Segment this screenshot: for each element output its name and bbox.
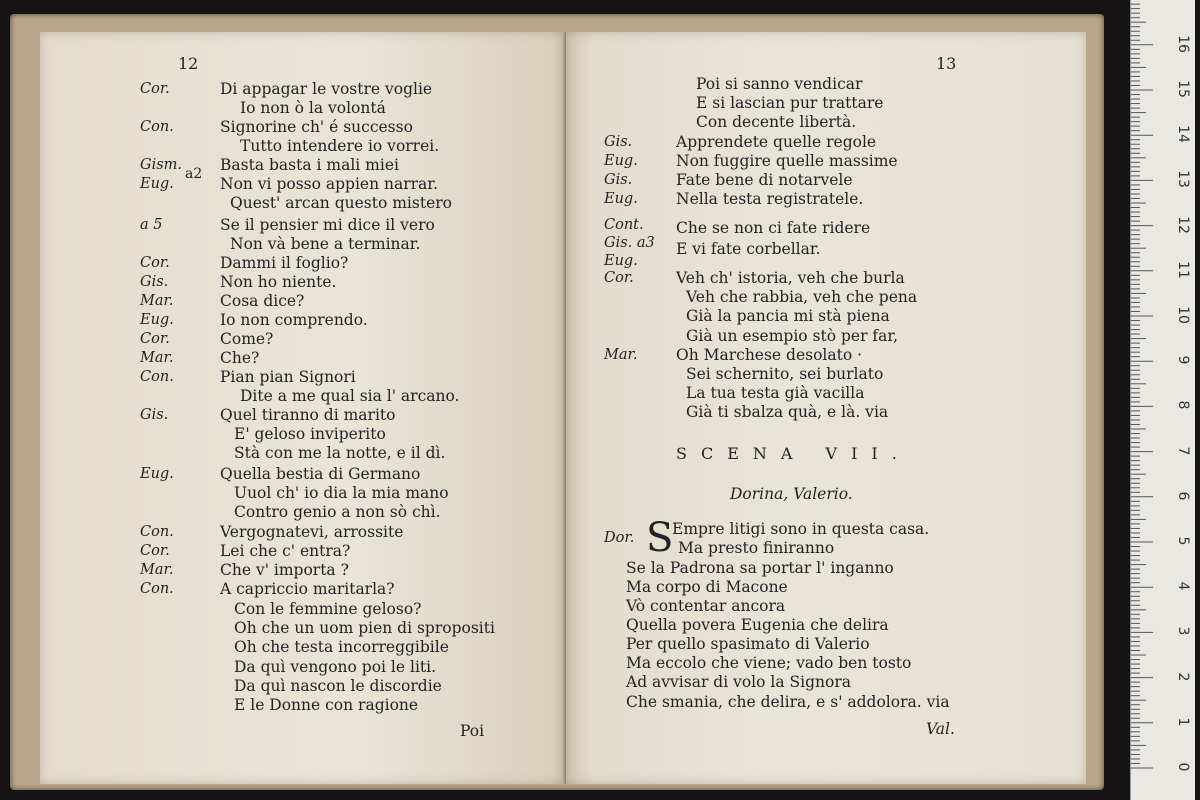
- speaker-label: Eug.: [140, 312, 174, 328]
- verse-line: Sei schernito, sei burlato: [686, 365, 884, 383]
- verse-line: Di appagar le vostre voglie: [220, 80, 433, 98]
- ruler-number: 16: [1175, 34, 1191, 53]
- ruler-number: 13: [1175, 170, 1191, 189]
- verse-line: A capriccio maritarla?: [220, 580, 395, 598]
- verse-line: Quella bestia di Germano: [220, 465, 421, 483]
- verse-line: Cosa dice?: [220, 292, 305, 310]
- speaker-label: Gis.: [140, 407, 169, 423]
- prose-line: Per quello spasimato di Valerio: [626, 635, 870, 653]
- speaker-label: Eug.: [140, 176, 174, 192]
- verse-line: Lei che c' entra?: [220, 542, 351, 560]
- speaker-label: Eug.: [604, 153, 638, 169]
- speaker-label: Cor.: [604, 270, 634, 286]
- speaker-label: Mar.: [604, 347, 638, 363]
- ruler-number: 8: [1175, 400, 1191, 410]
- verse-line: Non ho niente.: [220, 273, 337, 291]
- ruler-number: 1: [1175, 717, 1191, 727]
- speaker-label: Gis. a3: [604, 235, 655, 251]
- speaker-label: Gism.: [140, 157, 183, 173]
- speaker-label: Cor.: [140, 543, 170, 559]
- verse-line: Oh che testa incorreggibile: [234, 638, 449, 656]
- verse-line: Dammi il foglio?: [220, 254, 349, 272]
- prose-line: Che smania, che delira, e s' addolora. via: [626, 693, 950, 711]
- speaker-label: Gis.: [140, 274, 169, 290]
- verse-line: Quel tiranno di marito: [220, 406, 396, 424]
- verse-line: E vi fate corbellar.: [676, 240, 821, 258]
- prose-line: Ma presto finiranno: [678, 539, 835, 557]
- verse-line: Non fuggire quelle massime: [676, 152, 898, 170]
- speaker-label: Eug.: [604, 253, 638, 269]
- speaker-label: Mar.: [140, 350, 174, 366]
- verse-line: Stà con me la notte, e il dì.: [234, 444, 446, 462]
- prose-line: Quella povera Eugenia che delira: [626, 616, 889, 634]
- ruler-number: 12: [1175, 215, 1191, 234]
- verse-line: Apprendete quelle regole: [676, 133, 877, 151]
- scene-characters: Dorina, Valerio.: [730, 485, 853, 503]
- speaker-label: Eug.: [604, 191, 638, 207]
- verse-line: E le Donne con ragione: [234, 696, 419, 714]
- prose-speaker: Dor.: [604, 530, 635, 546]
- verse-line: Poi si sanno vendicar: [696, 75, 863, 93]
- verse-line: Che?: [220, 349, 260, 367]
- ruler-number: 6: [1175, 491, 1191, 501]
- prose-line: Ma corpo di Macone: [626, 578, 788, 596]
- verse-line: Pian pian Signori: [220, 368, 356, 386]
- prose-line: Ad avvisar di volo la Signora: [626, 673, 851, 691]
- ruler-number: 9: [1175, 355, 1191, 365]
- prose-line: Empre litigi sono in questa casa.: [672, 520, 930, 538]
- speaker-label: Eug.: [140, 466, 174, 482]
- right-page: [566, 32, 1086, 784]
- verse-line: La tua testa già vacilla: [686, 384, 865, 402]
- ruler-number: 3: [1175, 626, 1191, 636]
- verse-line: Dite a me qual sia l' arcano.: [240, 387, 460, 405]
- verse-line: Nella testa registratele.: [676, 190, 864, 208]
- prose-line: Se la Padrona sa portar l' inganno: [626, 559, 894, 577]
- verse-line: Fate bene di notarvele: [676, 171, 853, 189]
- speaker-label: Con.: [140, 581, 174, 597]
- verse-line: Io non comprendo.: [220, 311, 368, 329]
- verse-line: Non vi posso appien narrar.: [220, 175, 438, 193]
- verse-line: Da quì nascon le discordie: [234, 677, 442, 695]
- verse-line: Veh che rabbia, veh che pena: [686, 288, 918, 306]
- verse-line: Signorine ch' é successo: [220, 118, 413, 136]
- speaker-label: a 5: [140, 217, 163, 233]
- verse-line: Io non ò la volontá: [240, 99, 386, 117]
- page-number: 12: [178, 54, 199, 73]
- ruler-number: 10: [1175, 306, 1191, 324]
- verse-line: Già ti sbalza quà, e là. via: [686, 403, 889, 421]
- verse-line: Veh ch' istoria, veh che burla: [676, 269, 905, 287]
- ruler-number: 5: [1175, 536, 1191, 546]
- verse-line: Che se non ci fate ridere: [676, 219, 871, 237]
- verse-line: Tutto intendere io vorrei.: [240, 137, 440, 155]
- speaker-label: Cor.: [140, 81, 170, 97]
- speaker-label: Mar.: [140, 293, 174, 309]
- verse-line: Vergognatevi, arrossite: [220, 523, 404, 541]
- verse-line: Da quì vengono poi le liti.: [234, 658, 437, 676]
- verse-line: E si lascian pur trattare: [696, 94, 884, 112]
- speaker-label: Con.: [140, 369, 174, 385]
- ruler-number: 15: [1175, 80, 1191, 98]
- verse-line: Già un esempio stò per far,: [686, 327, 899, 345]
- catchword: Val.: [926, 720, 955, 738]
- drop-cap: S: [646, 515, 674, 561]
- ruler-number: 11: [1175, 260, 1191, 279]
- speaker-label: Gis.: [604, 134, 633, 150]
- ruler-number: 14: [1175, 125, 1191, 144]
- verse-line: Oh che un uom pien di spropositi: [234, 619, 495, 637]
- ruler-number: 0: [1175, 762, 1191, 772]
- verse-line: Uuol ch' io dia la mia mano: [234, 484, 449, 502]
- ruler-number: 7: [1175, 446, 1191, 456]
- prose-line: Ma eccolo che viene; vado ben tosto: [626, 654, 912, 672]
- page-number: 13: [936, 54, 957, 73]
- verse-line: Contro genio a non sò chì.: [234, 503, 441, 521]
- ruler-number: 2: [1175, 672, 1191, 682]
- speaker-label: Mar.: [140, 562, 174, 578]
- ruler-number: 4: [1175, 581, 1191, 591]
- verse-line: Già la pancia mi stà piena: [686, 307, 890, 325]
- catchword: Poi: [460, 722, 485, 740]
- verse-line: Oh Marchese desolato ·: [676, 346, 863, 364]
- measuring-ruler: [1130, 0, 1195, 800]
- verse-line: Con decente libertà.: [696, 113, 857, 131]
- verse-line: E' geloso inviperito: [234, 425, 386, 443]
- verse-line: Che v' importa ?: [220, 561, 349, 579]
- speaker-label: Cor.: [140, 331, 170, 347]
- verse-line: Non và bene a terminar.: [230, 235, 421, 253]
- speaker-label: Gis.: [604, 172, 633, 188]
- verse-line: Basta basta i mali miei: [220, 156, 399, 174]
- speaker-label: Con.: [140, 119, 174, 135]
- prose-line: Vò contentar ancora: [626, 597, 786, 615]
- book-spread: [10, 14, 1104, 790]
- speaker-label: Cor.: [140, 255, 170, 271]
- verse-line: Quest' arcan questo mistero: [230, 194, 452, 212]
- ensemble-mark: a2: [185, 166, 203, 182]
- scene-heading: SCENA VII.: [676, 444, 911, 463]
- speaker-label: Con.: [140, 524, 174, 540]
- verse-line: Con le femmine geloso?: [234, 600, 422, 618]
- speaker-label: Cont.: [604, 217, 644, 233]
- verse-line: Come?: [220, 330, 274, 348]
- verse-line: Se il pensier mi dice il vero: [220, 216, 435, 234]
- left-page: [40, 32, 566, 784]
